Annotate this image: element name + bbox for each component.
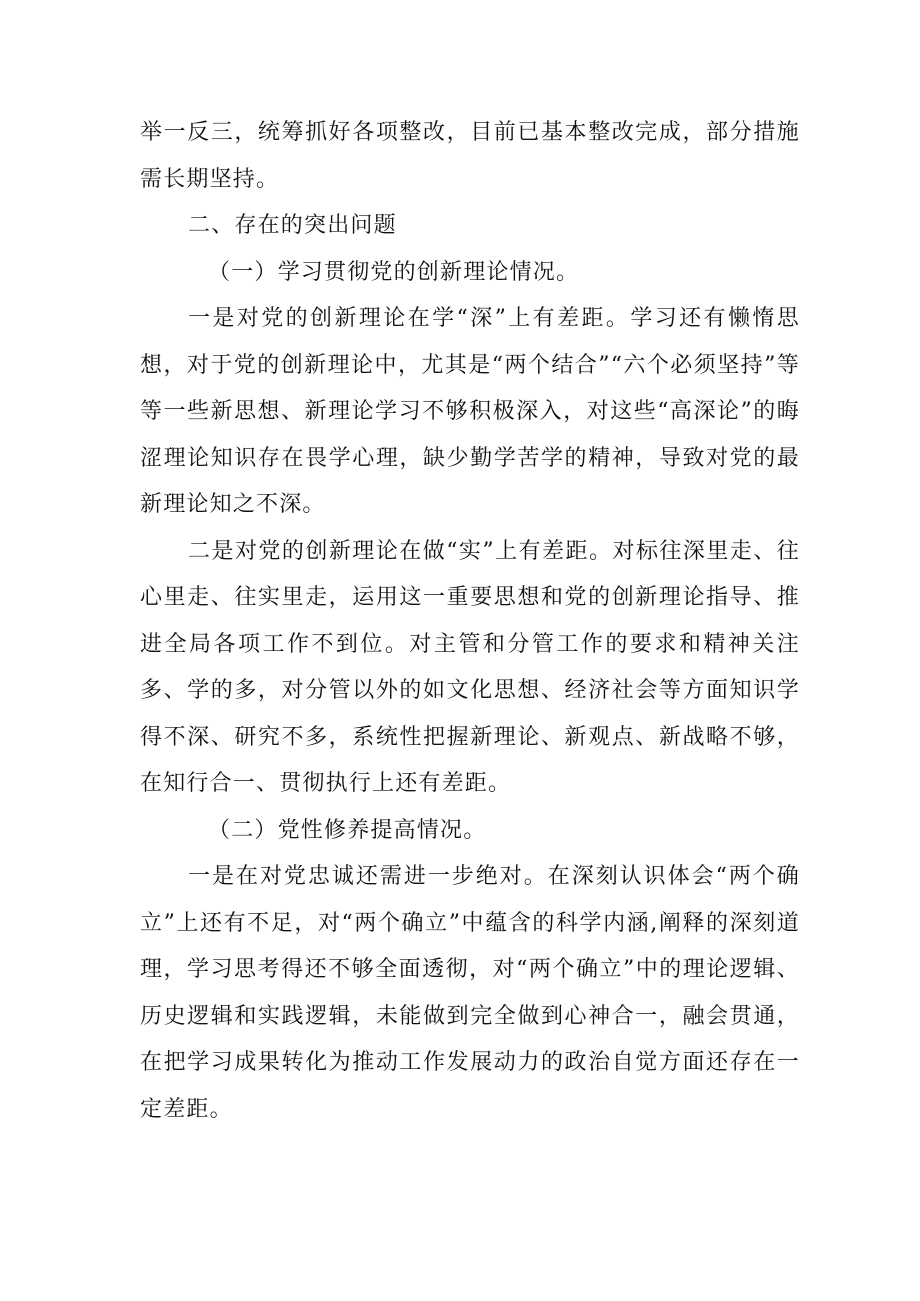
subsection-heading-1: （一）学习贯彻党的创新理论情况。 (208, 259, 580, 285)
paragraph-1-2: 二是对党的创新理论在做“实”上有差距。对标往深里走、往心里走、往实里走，运用这一重要思想和党的创新理论指导、推进全局各项工作不到位。对主管和分管工作的要求和精神关注多、学的多，对分管以外的如文化思想、经济社会等方面知识学得不深、研究不多，系统性把握新理论、新观点、新战略不够，在知行合一、贯彻执行上还有差距。 (140, 538, 800, 796)
subsection-heading-2: （二）党性修养提高情况。 (208, 817, 487, 843)
paragraph-1-1: 一是对党的创新理论在学“深”上有差距。学习还有懒惰思想，对于党的创新理论中，尤其是“两个结合”“六个必须坚持”等等一些新思想、新理论学习不够积极深入，对这些“高深论”的晦涩理论知识存在畏学心理，缺少勤学苦学的精神，导致对党的最新理论知之不深。 (140, 306, 800, 517)
paragraph-continuation: 举一反三，统筹抓好各项整改，目前已基本整改完成，部分措施需长期坚持。 (140, 120, 800, 192)
paragraph-2-1: 一是在对党忠诚还需进一步绝对。在深刻认识体会“两个确立”上还有不足，对“两个确立”中蕴含的科学内涵,阐释的深刻道理，学习思考得还不够全面透彻，对“两个确立”中的理论逻辑、历史逻辑和实践逻辑，未能做到完全做到心神合一，融会贯通，在把学习成果转化为推动工作发展动力的政治自觉方面还存在一定差距。 (140, 864, 800, 1122)
section-heading-2: 二、存在的突出问题 (188, 213, 397, 238)
document-body (140, 110, 800, 1133)
